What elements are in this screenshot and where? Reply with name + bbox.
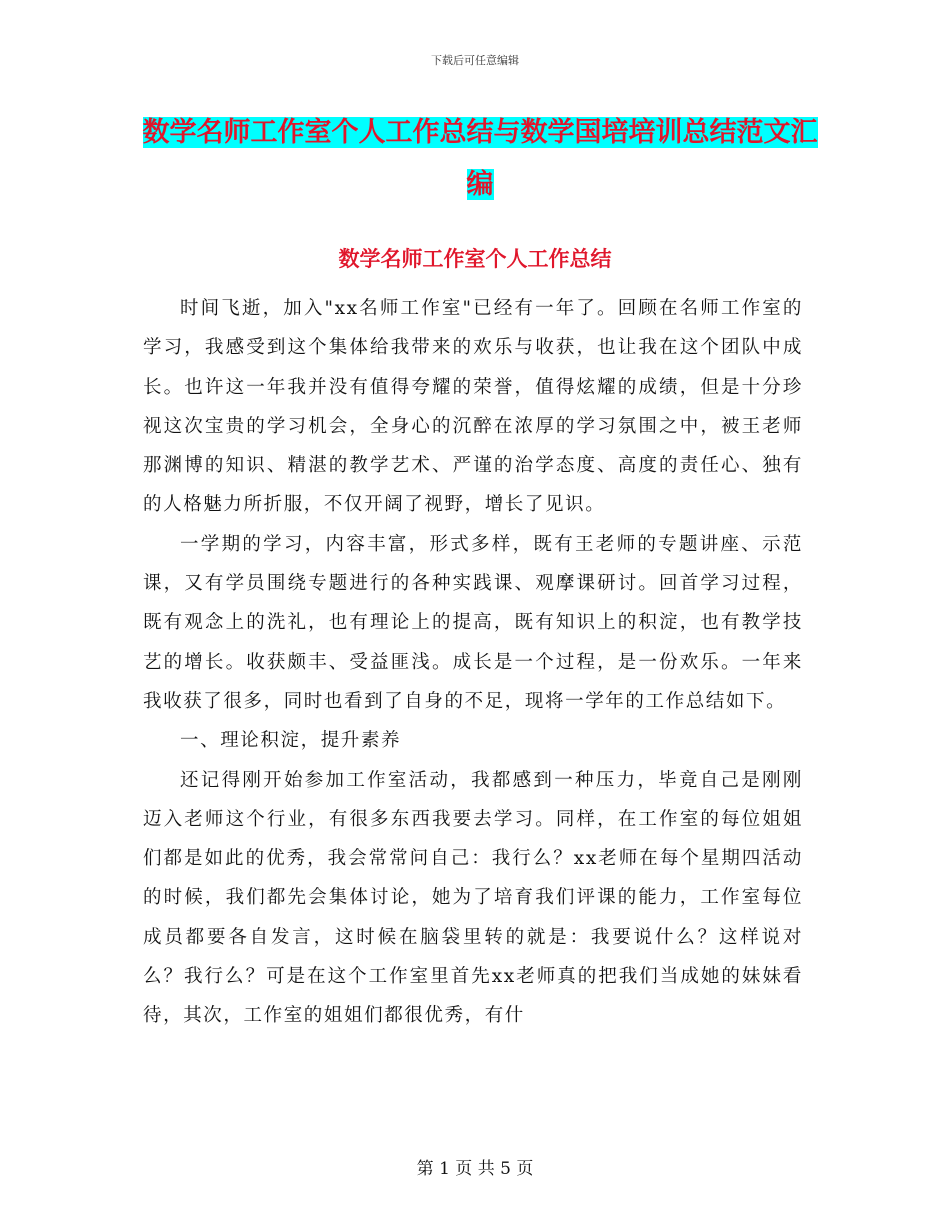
page-footer: 第 1 页 共 5 页 — [416, 1159, 534, 1179]
paragraph: 时间飞逝，加入"xx名师工作室"已经有一年了。回顾在名师工作室的学习，我感受到这个集体给我带来的欢乐与收获，也让我在这个团队中成长。也许这一年我并没有值得夸耀的荣誉，值得炫耀的成绩，但是十分珍视这次宝贵的学习机会，全身心的沉醉在浓厚的学习氛围之中，被王老师那渊博的知识、精湛的教学艺术、严谨的治学态度、高度的责任心、独有的人格魅力所折服，不仅开阔了视野，增长了见识。 — [143, 298, 803, 516]
paragraph: 还记得刚开始参加工作室活动，我都感到一种压力，毕竟自己是刚刚迈入老师这个行业，有很多东西我要去学习。同样，在工作室的每位姐姐们都是如此的优秀，我会常常问自己：我行么？xx老师在每个星期四活动的时候，我们都先会集体讨论，她为了培育我们评课的能力，工作室每位成员都要各自发言，这时候在脑袋里转的就是：我要说什么？这样说对么？我行么？可是在这个工作室里首先xx老师真的把我们当成她的妹妹看待，其次，工作室的姐姐们都很优秀，有什 — [143, 769, 803, 1027]
document-title — [140, 107, 820, 211]
body-text — [143, 289, 803, 1036]
header-note: 下载后可任意编辑 — [431, 54, 519, 67]
document-title-text: 数学名师工作室个人工作总结与数学国培培训总结范文汇编 — [142, 117, 818, 200]
paragraph: 一学期的学习，内容丰富，形式多样，既有王老师的专题讲座、示范课，又有学员围绕专题进行的各种实践课、观摩课研讨。回首学习过程，既有观念上的洗礼，也有理论上的提高，既有知识上的积淀，也有教学技艺的增长。收获颇丰、受益匪浅。成长是一个过程，是一份欢乐。一年来我收获了很多，同时也看到了自身的不足，现将一学年的工作总结如下。 — [143, 533, 803, 712]
section-title: 数学名师工作室个人工作总结 — [338, 247, 612, 271]
section-heading: 一、理论积淀，提升素养 — [180, 730, 402, 752]
